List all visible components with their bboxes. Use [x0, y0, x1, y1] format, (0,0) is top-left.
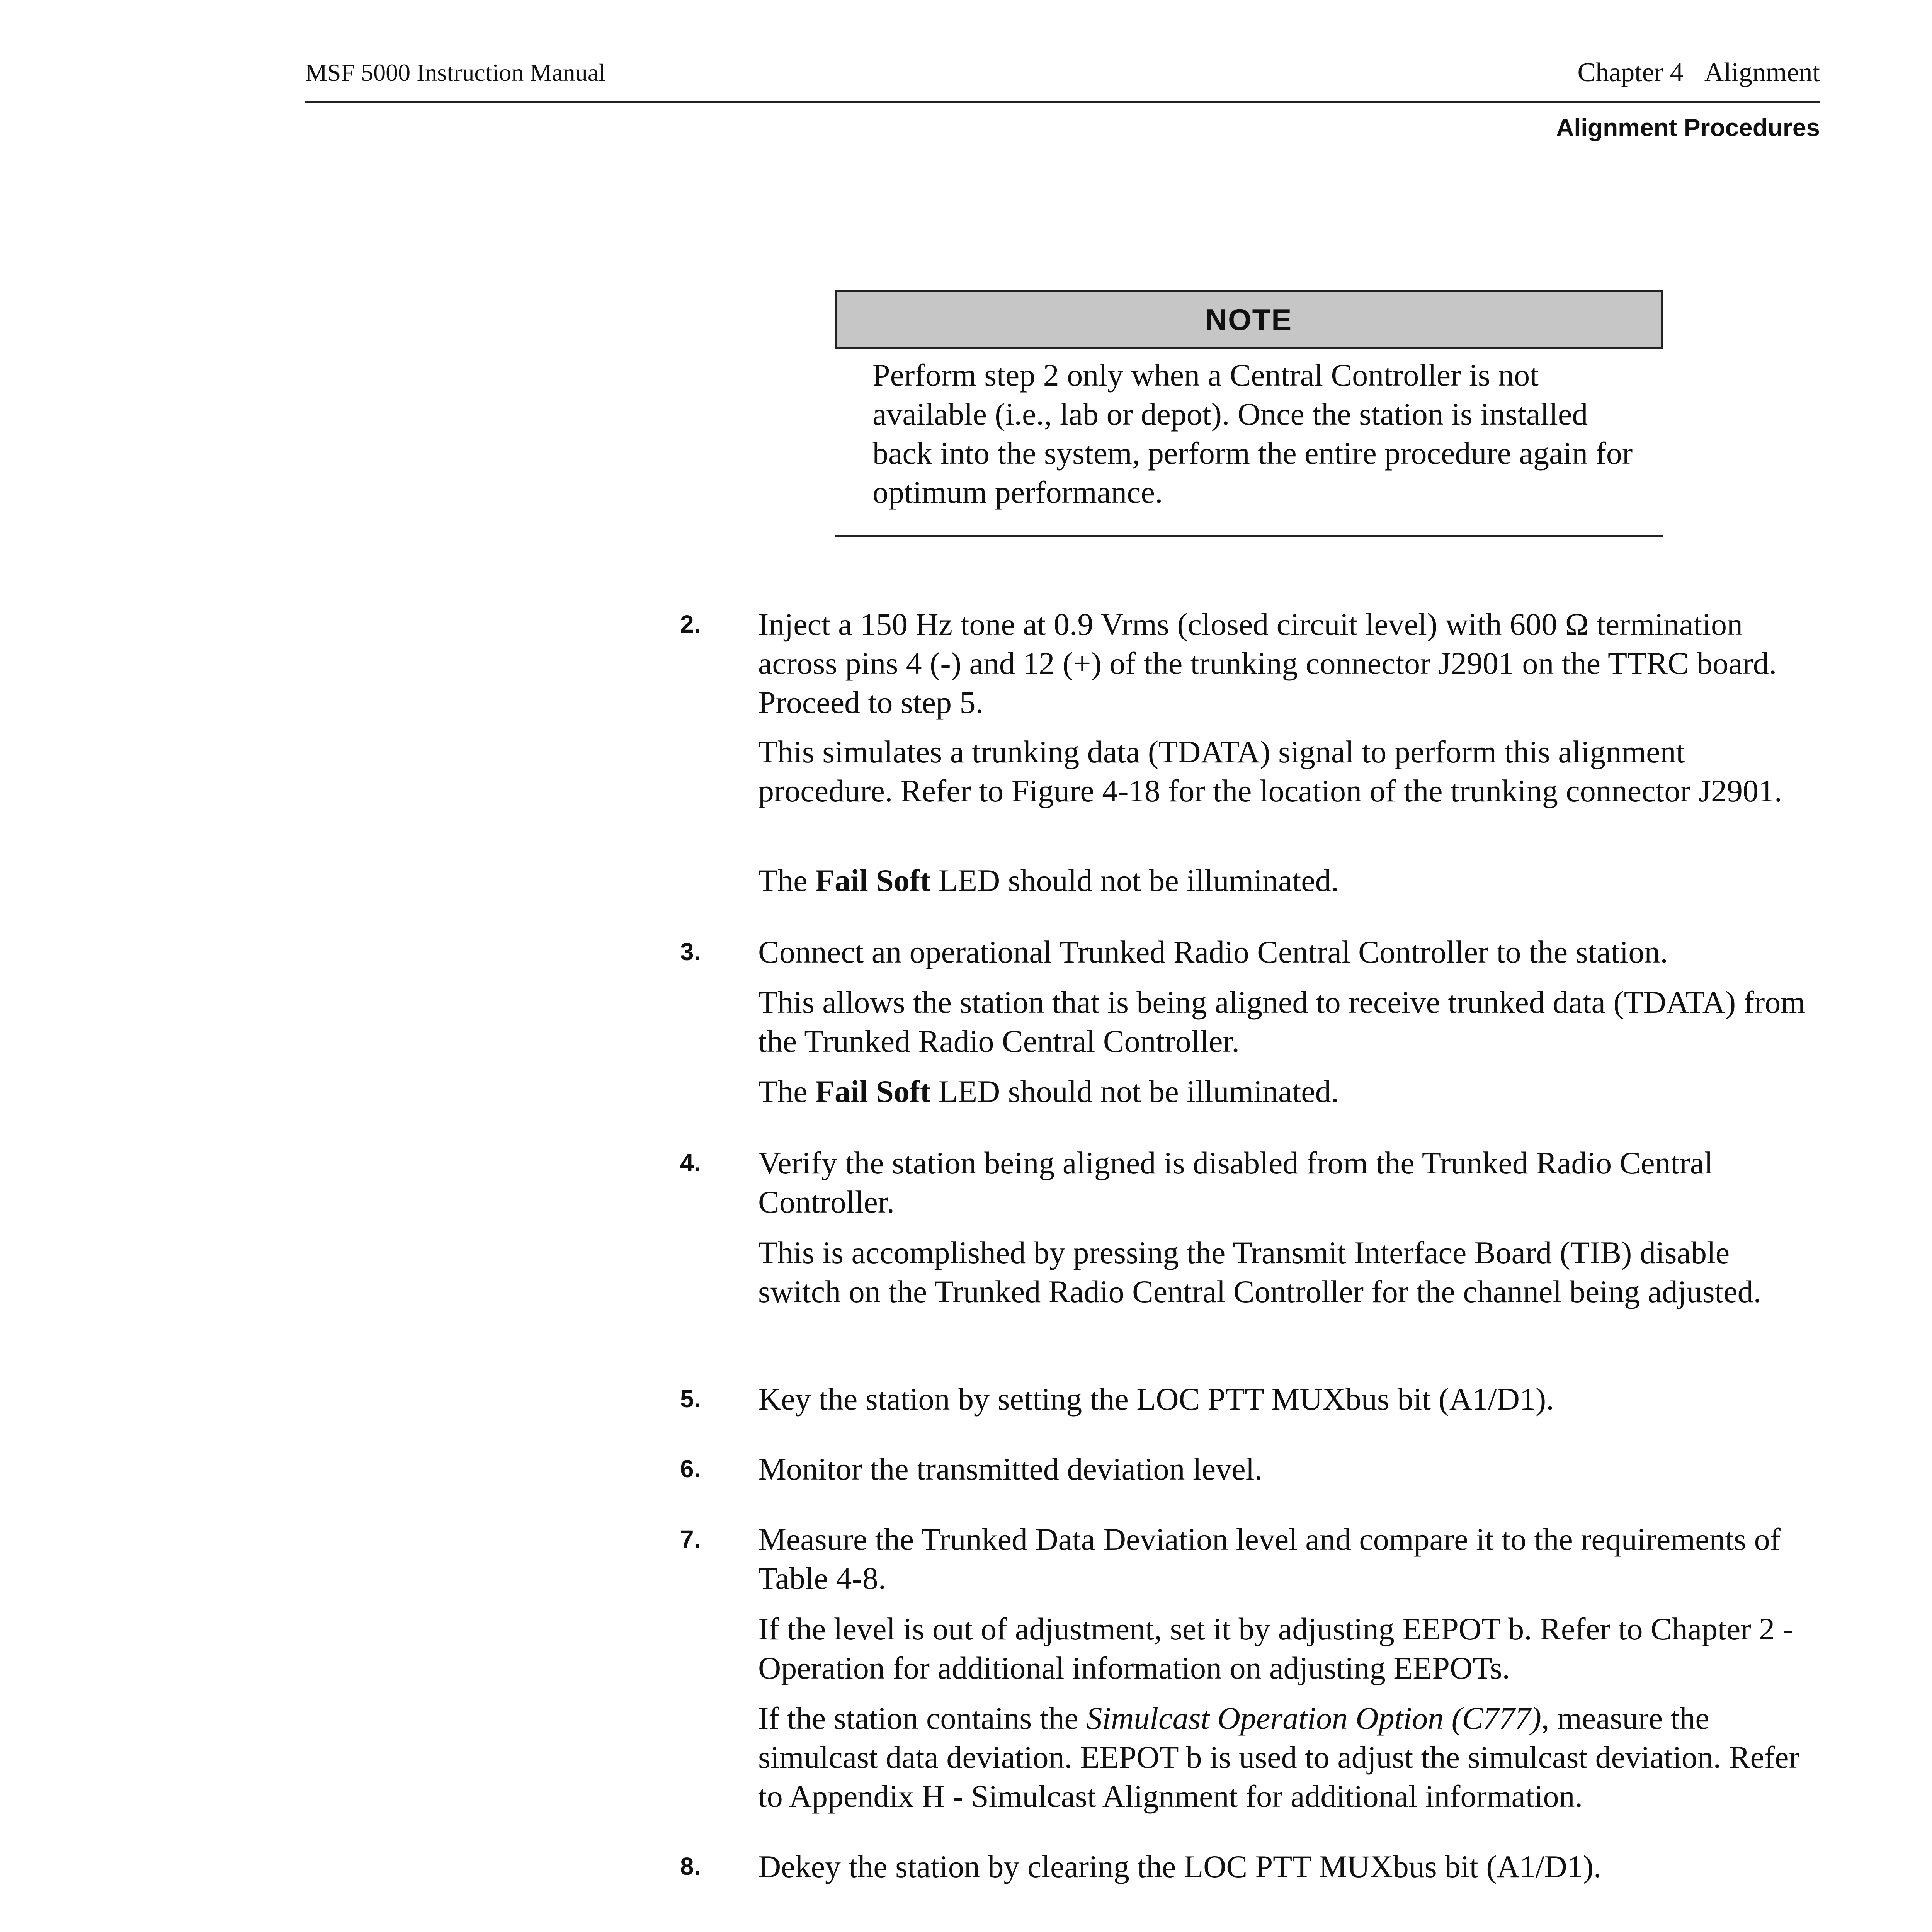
fail-soft-label: Fail Soft — [815, 863, 931, 898]
step-8-text: Dekey the station by clearing the LOC PTT MUXbus bit (A1/D1). — [758, 1849, 1602, 1884]
section-title: Alignment Procedures — [1556, 114, 1820, 141]
step-6-text: Monitor the transmitted deviation level. — [758, 1451, 1262, 1486]
step-5-text: Key the station by setting the LOC PTT MUXbus bit (A1/D1). — [758, 1381, 1554, 1417]
step-4-paragraph-2: This is accomplished by pressing the Transmit Interface Board (TIB) disable switch on the Trunked Radio Central Controller for the channel being adjusted. — [758, 1235, 1762, 1309]
step-2-number: 2. — [680, 610, 701, 638]
manual-title: MSF 5000 Instruction Manual — [305, 59, 605, 86]
chapter-title: Alignment — [1704, 58, 1820, 87]
step-8-number: 8. — [680, 1852, 701, 1880]
step-3-number: 3. — [680, 938, 701, 966]
note-divider — [835, 535, 1663, 537]
step-4-number: 4. — [680, 1149, 701, 1177]
chapter-number: Chapter 4 — [1577, 58, 1684, 87]
note-label: NOTE — [1205, 302, 1293, 337]
step-5-number: 5. — [680, 1385, 701, 1413]
simulcast-option-name: Simulcast Operation Option (C777) — [1086, 1701, 1541, 1736]
step-3-paragraph-2: This allows the station that is being aligned to receive trunked data (TDATA) from the Trunked Radio Central Controller. — [758, 985, 1806, 1059]
step-7-text: Measure the Trunked Data Deviation level and compare it to the requirements of Table 4-8. — [758, 1522, 1781, 1596]
chapter-heading — [1577, 57, 1820, 88]
fail-soft-label: Fail Soft — [815, 1074, 931, 1109]
header-divider — [305, 101, 1820, 103]
note-banner — [835, 290, 1663, 349]
step-4-text: Verify the station being aligned is disabled from the Trunked Radio Central Controller. — [758, 1145, 1713, 1219]
step-7-paragraph-3: If the station contains the Simulcast Operation Option (C777), measure the simulcast data deviation. EEPOT b is used to adjust the simulcast deviation. Refer to Appendix H - Simulcast Alignment for additional information. — [758, 1701, 1799, 1814]
step-7-paragraph-2: If the level is out of adjustment, set it by adjusting EEPOT b. Refer to Chapter 2 - Operation for additional information on adjusting EEPOTs. — [758, 1611, 1793, 1685]
step-2-paragraph-3: The Fail Soft LED should not be illuminated. — [758, 863, 1339, 898]
step-3-paragraph-3: The Fail Soft LED should not be illuminated. — [758, 1074, 1339, 1109]
step-2-text: Inject a 150 Hz tone at 0.9 Vrms (closed circuit level) with 600 Ω termination across pins 4 (-) and 12 (+) of the trunking connector J2901 on the TTRC board. Proceed to step 5. — [758, 607, 1777, 720]
step-3-text: Connect an operational Trunked Radio Central Controller to the station. — [758, 934, 1668, 969]
step-6-number: 6. — [680, 1455, 701, 1483]
note-text: Perform step 2 only when a Central Controller is not available (i.e., lab or depot). Once the station is installed back into the system, perform the entire procedure again for optimum performance. — [872, 357, 1633, 510]
step-7-number: 7. — [680, 1525, 701, 1553]
step-2-paragraph-2: This simulates a trunking data (TDATA) signal to perform this alignment procedure. Refer to Figure 4-18 for the location of the trunking connector J2901. — [758, 734, 1782, 808]
